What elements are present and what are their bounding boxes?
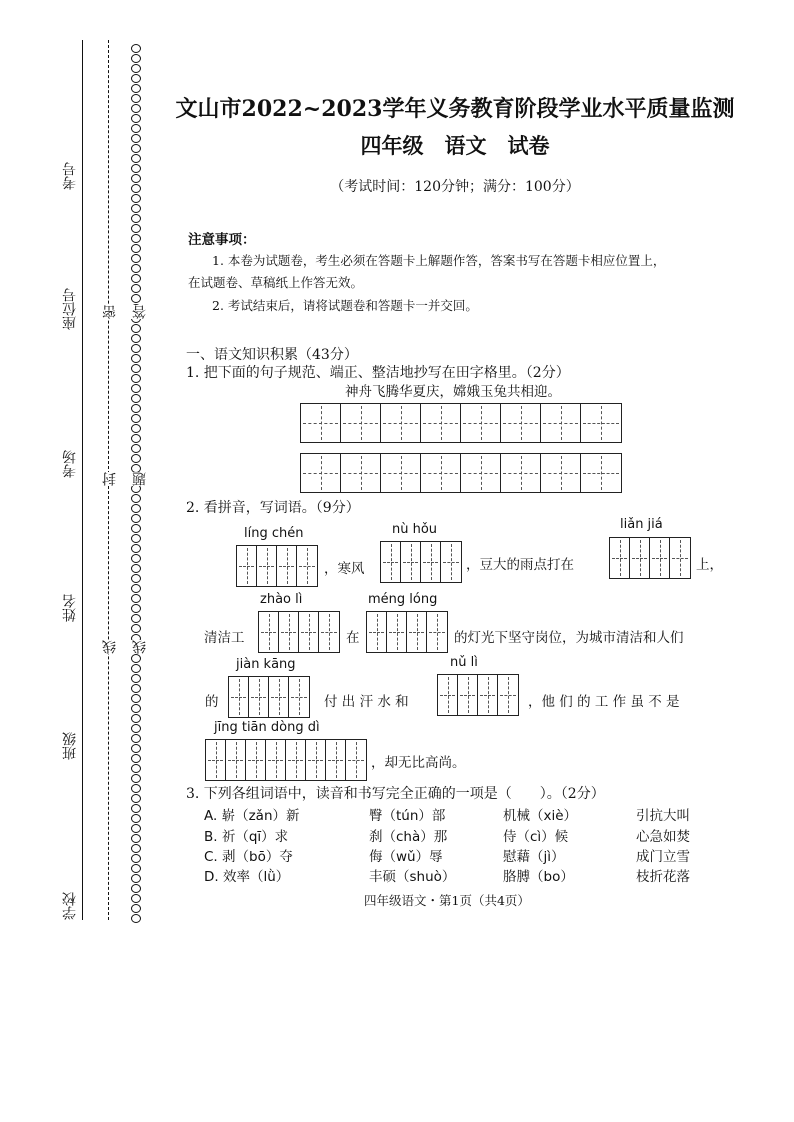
- q2-text-9: ，他 们 的 工 作 虽 不 是: [528, 694, 680, 710]
- answer-cell[interactable]: [279, 612, 299, 652]
- notice-heading: 注意事项：: [188, 232, 256, 248]
- binding-circle: [131, 864, 141, 873]
- binding-line-outer: [82, 40, 83, 920]
- binding-circle: [131, 214, 141, 223]
- answer-cell[interactable]: [441, 542, 461, 582]
- answer-cell[interactable]: [319, 612, 339, 652]
- binding-circle: [131, 114, 141, 123]
- answer-cell[interactable]: [297, 546, 317, 586]
- binding-circle: [131, 844, 141, 853]
- binding-circle: [131, 84, 141, 93]
- q2-text-2: ，豆大的雨点打在: [466, 557, 574, 573]
- q1-writing-grid-row-1[interactable]: [300, 403, 622, 443]
- notice-item-1: 1. 本卷为试题卷，考生必须在答题卡上解题作答，答案书写在答题卡相应位置上，: [212, 253, 666, 268]
- tianzige-cell[interactable]: [421, 454, 461, 492]
- q1-writing-grid-row-2[interactable]: [300, 453, 622, 493]
- binding-circle: [131, 444, 141, 453]
- answer-grid-lian-jia[interactable]: [609, 537, 691, 579]
- binding-circle: [131, 354, 141, 363]
- q2-text-4: 清洁工: [204, 630, 245, 646]
- binding-circle: [131, 614, 141, 623]
- binding-circle: [131, 274, 141, 283]
- answer-cell[interactable]: [286, 740, 306, 780]
- binding-circle: [131, 194, 141, 203]
- binding-circle: [131, 64, 141, 73]
- pinyin-nu-hou: nù hǒu: [392, 522, 438, 537]
- binding-circle: [131, 774, 141, 783]
- binding-circle: [131, 204, 141, 213]
- answer-cell[interactable]: [407, 612, 427, 652]
- binding-circle: [131, 654, 141, 663]
- pinyin-ling-chen: líng chén: [244, 526, 304, 541]
- notice-item-2: 2. 考试结束后，请将试题卷和答题卡一并交回。: [212, 298, 478, 313]
- binding-circle: [131, 254, 141, 263]
- tianzige-cell[interactable]: [301, 454, 341, 492]
- answer-cell[interactable]: [498, 675, 518, 715]
- q3-option-d-4: 枝折花落: [636, 869, 690, 885]
- page-footer: 四年级语文・第1页（共4页）: [364, 893, 530, 908]
- pinyin-lian-jia: liǎn jiá: [620, 517, 663, 532]
- answer-cell[interactable]: [246, 740, 266, 780]
- q3-option-a-2: 臀（tún）部: [369, 808, 446, 824]
- answer-cell[interactable]: [630, 538, 650, 578]
- answer-cell[interactable]: [299, 612, 319, 652]
- tianzige-cell[interactable]: [381, 404, 421, 442]
- tianzige-cell[interactable]: [421, 404, 461, 442]
- answer-cell[interactable]: [259, 612, 279, 652]
- binding-circle: [131, 694, 141, 703]
- binding-circle: [131, 434, 141, 443]
- label-exam-room: 考场: [62, 450, 78, 478]
- tianzige-cell[interactable]: [501, 454, 541, 492]
- binding-circle: [131, 264, 141, 273]
- answer-cell[interactable]: [478, 675, 498, 715]
- answer-cell[interactable]: [401, 542, 421, 582]
- answer-cell[interactable]: [266, 740, 286, 780]
- binding-circle: [131, 134, 141, 143]
- answer-cell[interactable]: [277, 546, 297, 586]
- binding-circle: [131, 594, 141, 603]
- binding-circle: [131, 554, 141, 563]
- binding-circle: [131, 174, 141, 183]
- answer-cell[interactable]: [381, 542, 401, 582]
- q3-option-d-1: D. 效率（lǜ）: [204, 869, 290, 885]
- tianzige-cell[interactable]: [581, 404, 621, 442]
- q3-option-b-4: 心急如焚: [636, 829, 690, 845]
- answer-cell[interactable]: [306, 740, 326, 780]
- inner-char-ti: 题: [132, 472, 148, 486]
- q3-option-a-1: A. 崭（zǎn）新: [204, 808, 300, 824]
- q2-text-10: ，却无比高尚。: [371, 755, 466, 771]
- q1-stem: 1. 把下面的句子规范、端正、整洁地抄写在田字格里。（2分）: [186, 365, 570, 381]
- q3-option-b-1: B. 祈（qī）求: [204, 829, 289, 845]
- q3-option-d-3: 胳膊（bo）: [503, 869, 574, 885]
- answer-cell[interactable]: [427, 612, 447, 652]
- binding-circle: [131, 804, 141, 813]
- binding-circle: [131, 324, 141, 333]
- pinyin-meng-long: méng lóng: [368, 592, 438, 607]
- q3-option-d-2: 丰硕（shuò）: [369, 869, 456, 885]
- binding-circle: [131, 374, 141, 383]
- seal-char-mi: 密: [102, 305, 118, 319]
- inner-char-xian: 线: [132, 640, 148, 654]
- tianzige-cell[interactable]: [341, 404, 381, 442]
- answer-grid-jing-tian-dong-di[interactable]: [205, 739, 367, 781]
- tianzige-cell[interactable]: [381, 454, 421, 492]
- tianzige-cell[interactable]: [461, 454, 501, 492]
- binding-circle: [131, 154, 141, 163]
- q3-stem: 3. 下列各组词语中，读音和书写完全正确的一项是（ ）。（2分）: [186, 786, 605, 802]
- tianzige-cell[interactable]: [581, 454, 621, 492]
- tianzige-cell[interactable]: [541, 454, 581, 492]
- binding-circle: [131, 404, 141, 413]
- binding-circle: [131, 144, 141, 153]
- answer-cell[interactable]: [289, 677, 309, 717]
- label-class: 班级: [62, 732, 78, 760]
- label-school: 学校: [62, 892, 78, 920]
- answer-cell[interactable]: [438, 675, 458, 715]
- pinyin-jian-kang: jiàn kāng: [236, 657, 296, 672]
- binding-circle: [131, 624, 141, 633]
- binding-circle: [131, 414, 141, 423]
- binding-circle: [131, 764, 141, 773]
- label-exam-number: 考号: [62, 162, 78, 190]
- binding-circle: [131, 74, 141, 83]
- binding-circle: [131, 584, 141, 593]
- binding-circle: [131, 424, 141, 433]
- binding-circle: [131, 664, 141, 673]
- binding-circle: [131, 524, 141, 533]
- binding-circle: [131, 334, 141, 343]
- pinyin-jing-tian-dong-di: jīng tiān dòng dì: [214, 720, 320, 735]
- seal-char-xian: 线: [102, 640, 118, 654]
- q2-stem: 2. 看拼音，写词语。（9分）: [186, 500, 360, 516]
- answer-cell[interactable]: [670, 538, 690, 578]
- q2-text-1: ，寒风: [324, 561, 365, 577]
- binding-circle: [131, 574, 141, 583]
- q3-option-c-3: 慰藉（jì）: [503, 849, 565, 865]
- tianzige-cell[interactable]: [501, 404, 541, 442]
- binding-circle: [131, 534, 141, 543]
- binding-circle: [131, 284, 141, 293]
- q2-text-3: 上，: [696, 557, 723, 573]
- binding-circle: [131, 364, 141, 373]
- binding-circle: [131, 384, 141, 393]
- binding-circle: [131, 724, 141, 733]
- answer-cell[interactable]: [346, 740, 366, 780]
- binding-circle: [131, 454, 141, 463]
- binding-circle: [131, 344, 141, 353]
- answer-cell[interactable]: [269, 677, 289, 717]
- page-subtitle: 四年级 语文 试卷: [360, 133, 550, 158]
- answer-cell[interactable]: [249, 677, 269, 717]
- answer-cell[interactable]: [387, 612, 407, 652]
- exam-info: （考试时间：120分钟；满分：100分）: [330, 179, 580, 195]
- binding-circle: [131, 94, 141, 103]
- binding-circle: [131, 784, 141, 793]
- binding-circle: [131, 504, 141, 513]
- answer-grid-ling-chen[interactable]: [236, 545, 318, 587]
- answer-cell[interactable]: [237, 546, 257, 586]
- binding-circle: [131, 914, 141, 923]
- binding-circle: [131, 294, 141, 303]
- binding-circle: [131, 714, 141, 723]
- binding-circle: [131, 894, 141, 903]
- q3-option-c-1: C. 剥（bō）夺: [204, 849, 293, 865]
- pinyin-nu-li: nǔ lì: [450, 655, 478, 670]
- binding-circle: [131, 684, 141, 693]
- q2-text-6: 的灯光下坚守岗位，为城市清洁和人们: [454, 630, 684, 646]
- q3-option-b-3: 侍（cì）候: [503, 829, 569, 845]
- answer-grid-meng-long[interactable]: [366, 611, 448, 653]
- q1-sentence: 神舟飞腾华夏庆，嫦娥玉兔共相迎。: [345, 384, 561, 400]
- answer-cell[interactable]: [421, 542, 441, 582]
- q2-text-7: 的: [205, 694, 219, 710]
- q2-text-5: 在: [346, 630, 360, 646]
- section1-heading: 一、语文知识积累（43分）: [186, 347, 358, 363]
- binding-circle: [131, 824, 141, 833]
- binding-circle: [131, 704, 141, 713]
- answer-cell[interactable]: [650, 538, 670, 578]
- answer-cell[interactable]: [226, 740, 246, 780]
- q3-option-a-4: 引抗大叫: [636, 808, 690, 824]
- q3-option-c-2: 侮（wǔ）辱: [369, 849, 443, 865]
- tianzige-cell[interactable]: [541, 404, 581, 442]
- answer-cell[interactable]: [206, 740, 226, 780]
- binding-circle: [131, 904, 141, 913]
- tianzige-cell[interactable]: [341, 454, 381, 492]
- binding-circle: [131, 854, 141, 863]
- binding-circle: [131, 544, 141, 553]
- answer-cell[interactable]: [326, 740, 346, 780]
- q3-option-b-2: 刹（chà）那: [369, 829, 448, 845]
- binding-circle: [131, 564, 141, 573]
- binding-circle: [131, 744, 141, 753]
- binding-circle: [131, 874, 141, 883]
- notice-item-1-cont: 在试题卷、草稿纸上作答无效。: [188, 275, 364, 290]
- binding-circle: [131, 44, 141, 53]
- tianzige-cell[interactable]: [461, 404, 501, 442]
- binding-circle: [131, 394, 141, 403]
- answer-cell[interactable]: [229, 677, 249, 717]
- answer-cell[interactable]: [367, 612, 387, 652]
- binding-circle: [131, 674, 141, 683]
- binding-circle: [131, 834, 141, 843]
- binding-circle: [131, 234, 141, 243]
- q2-text-8: 付 出 汗 水 和: [324, 694, 409, 710]
- binding-circle: [131, 494, 141, 503]
- binding-circle: [131, 884, 141, 893]
- binding-circle: [131, 244, 141, 253]
- binding-circle: [131, 514, 141, 523]
- binding-circle: [131, 124, 141, 133]
- answer-cell[interactable]: [458, 675, 478, 715]
- answer-grid-nu-hou[interactable]: [380, 541, 462, 583]
- pinyin-zhao-li: zhào lì: [260, 592, 303, 607]
- answer-cell[interactable]: [610, 538, 630, 578]
- inner-char-da: 答: [132, 305, 148, 319]
- binding-circle: [131, 814, 141, 823]
- seal-char-feng: 封: [102, 472, 118, 486]
- answer-grid-nu-li[interactable]: [437, 674, 519, 716]
- binding-circle: [131, 184, 141, 193]
- binding-circle: [131, 164, 141, 173]
- q3-option-a-3: 机械（xiè）: [503, 808, 578, 824]
- binding-circle: [131, 104, 141, 113]
- page-title: 文山市2022~2023学年义务教育阶段学业水平质量监测: [175, 96, 735, 122]
- answer-grid-jian-kang[interactable]: [228, 676, 310, 718]
- binding-circle: [131, 794, 141, 803]
- binding-circle: [131, 604, 141, 613]
- binding-circle: [131, 224, 141, 233]
- binding-circle: [131, 734, 141, 743]
- tianzige-cell[interactable]: [301, 404, 341, 442]
- q3-option-c-4: 成门立雪: [636, 849, 690, 865]
- label-name: 姓名: [62, 594, 78, 622]
- binding-circle: [131, 54, 141, 63]
- answer-grid-zhao-li[interactable]: [258, 611, 340, 653]
- binding-circle: [131, 754, 141, 763]
- label-seat-number: 座位号: [62, 288, 78, 330]
- answer-cell[interactable]: [257, 546, 277, 586]
